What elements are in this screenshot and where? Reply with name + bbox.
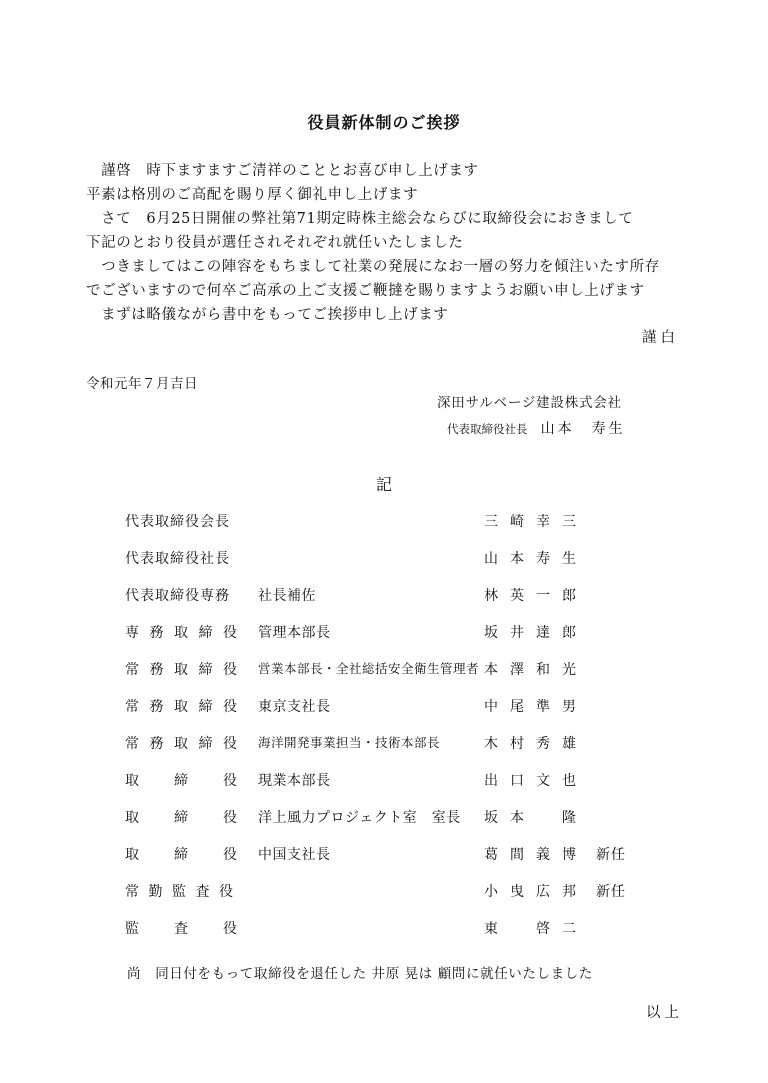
retirement-note: 尚 同日付をもって取締役を退任した 井原 晃は 顧問に就任いたしました bbox=[127, 966, 593, 982]
officer-row bbox=[0, 548, 768, 572]
president-title: 代表取締役社長 bbox=[447, 422, 528, 436]
body-line: まずは略儀ながら書中をもってご挨拶申し上げます bbox=[86, 307, 449, 323]
officer-position: 常務取締役 bbox=[125, 662, 237, 678]
officer-name: 坂本 隆 bbox=[484, 810, 576, 826]
officer-name: 山本寿生 bbox=[484, 551, 576, 567]
officer-name: 三崎幸三 bbox=[484, 514, 576, 530]
officer-duty: 中国支社長 bbox=[258, 847, 331, 863]
officer-position: 代表取締役専務 bbox=[125, 588, 230, 604]
officer-duty: 東京支社長 bbox=[258, 699, 331, 715]
officer-position: 代表取締役社長 bbox=[125, 551, 230, 567]
officer-position: 常務取締役 bbox=[125, 736, 237, 752]
officer-position: 常務取締役 bbox=[125, 699, 237, 715]
officer-row bbox=[0, 659, 768, 683]
officer-duty: 洋上風力プロジェクト室 室長 bbox=[258, 810, 461, 826]
signatory bbox=[447, 418, 626, 438]
officer-name: 木村秀雄 bbox=[484, 736, 576, 752]
officer-name: 葛間義博 bbox=[484, 847, 576, 863]
officer-position: 取締役 bbox=[125, 773, 237, 789]
officer-duty: 社長補佐 bbox=[258, 588, 316, 604]
officer-name: 小曳広邦 bbox=[484, 884, 576, 900]
officer-duty: 管理本部長 bbox=[258, 625, 331, 641]
officer-row bbox=[0, 807, 768, 831]
document-title: 役員新体制のご挨拶 bbox=[307, 113, 461, 132]
officer-name: 出口文也 bbox=[484, 773, 576, 789]
body-line: つきましてはこの陣容をもちまして社業の発展になお一層の努力を傾注いたす所存 bbox=[86, 259, 660, 275]
officer-row bbox=[0, 511, 768, 535]
officer-duty: 海洋開発事業担当・技術本部長 bbox=[258, 735, 441, 750]
officer-name: 林英一郎 bbox=[484, 588, 576, 604]
body-line: 平素は格別のご高配を賜り厚く御礼申し上げます bbox=[86, 187, 419, 203]
officer-row bbox=[0, 770, 768, 794]
officer-name: 本澤和光 bbox=[484, 662, 576, 678]
officer-row bbox=[0, 881, 768, 905]
officer-position: 取締役 bbox=[125, 810, 237, 826]
company-name: 深田サルベージ建設株式会社 bbox=[437, 395, 622, 411]
officer-row bbox=[0, 733, 768, 757]
officer-name: 東 啓二 bbox=[484, 921, 576, 937]
body-line: さて 6月25日開催の弊社第71期定時株主総会ならびに取締役会におきまして bbox=[86, 211, 634, 227]
officer-position: 専務取締役 bbox=[125, 625, 237, 641]
officer-name: 中尾準男 bbox=[484, 699, 576, 715]
officer-name: 坂井達郎 bbox=[484, 625, 576, 641]
officer-position: 取締役 bbox=[125, 847, 237, 863]
officer-row bbox=[0, 844, 768, 868]
body-line: でございますので何卒ご高承の上ご支援ご鞭撻を賜りますようお願い申し上げます bbox=[86, 283, 645, 299]
end-mark: 以上 bbox=[646, 1005, 683, 1021]
closing-kinhaku: 謹白 bbox=[642, 330, 679, 346]
officer-duty: 営業本部長・全社総括安全衛生管理者 bbox=[258, 661, 480, 676]
president-name: 山本 寿生 bbox=[540, 421, 626, 437]
body-line: 謹啓 時下ますますご清祥のこととお喜び申し上げます bbox=[86, 163, 479, 179]
body-line: 下記のとおり役員が選任されそれぞれ就任いたしました bbox=[86, 235, 464, 251]
officer-row bbox=[0, 622, 768, 646]
officer-duty: 現業本部長 bbox=[258, 773, 331, 789]
officer-row bbox=[0, 696, 768, 720]
ki-heading: 記 bbox=[375, 475, 392, 494]
officer-row bbox=[0, 918, 768, 942]
officer-note: 新任 bbox=[596, 847, 626, 863]
officer-position: 常勤監査役 bbox=[125, 884, 233, 900]
officer-position: 代表取締役会長 bbox=[125, 514, 230, 530]
officer-position: 監査役 bbox=[125, 921, 237, 937]
officer-note: 新任 bbox=[596, 884, 626, 900]
document-date: 令和元年７月吉日 bbox=[86, 376, 198, 392]
officer-row bbox=[0, 585, 768, 609]
